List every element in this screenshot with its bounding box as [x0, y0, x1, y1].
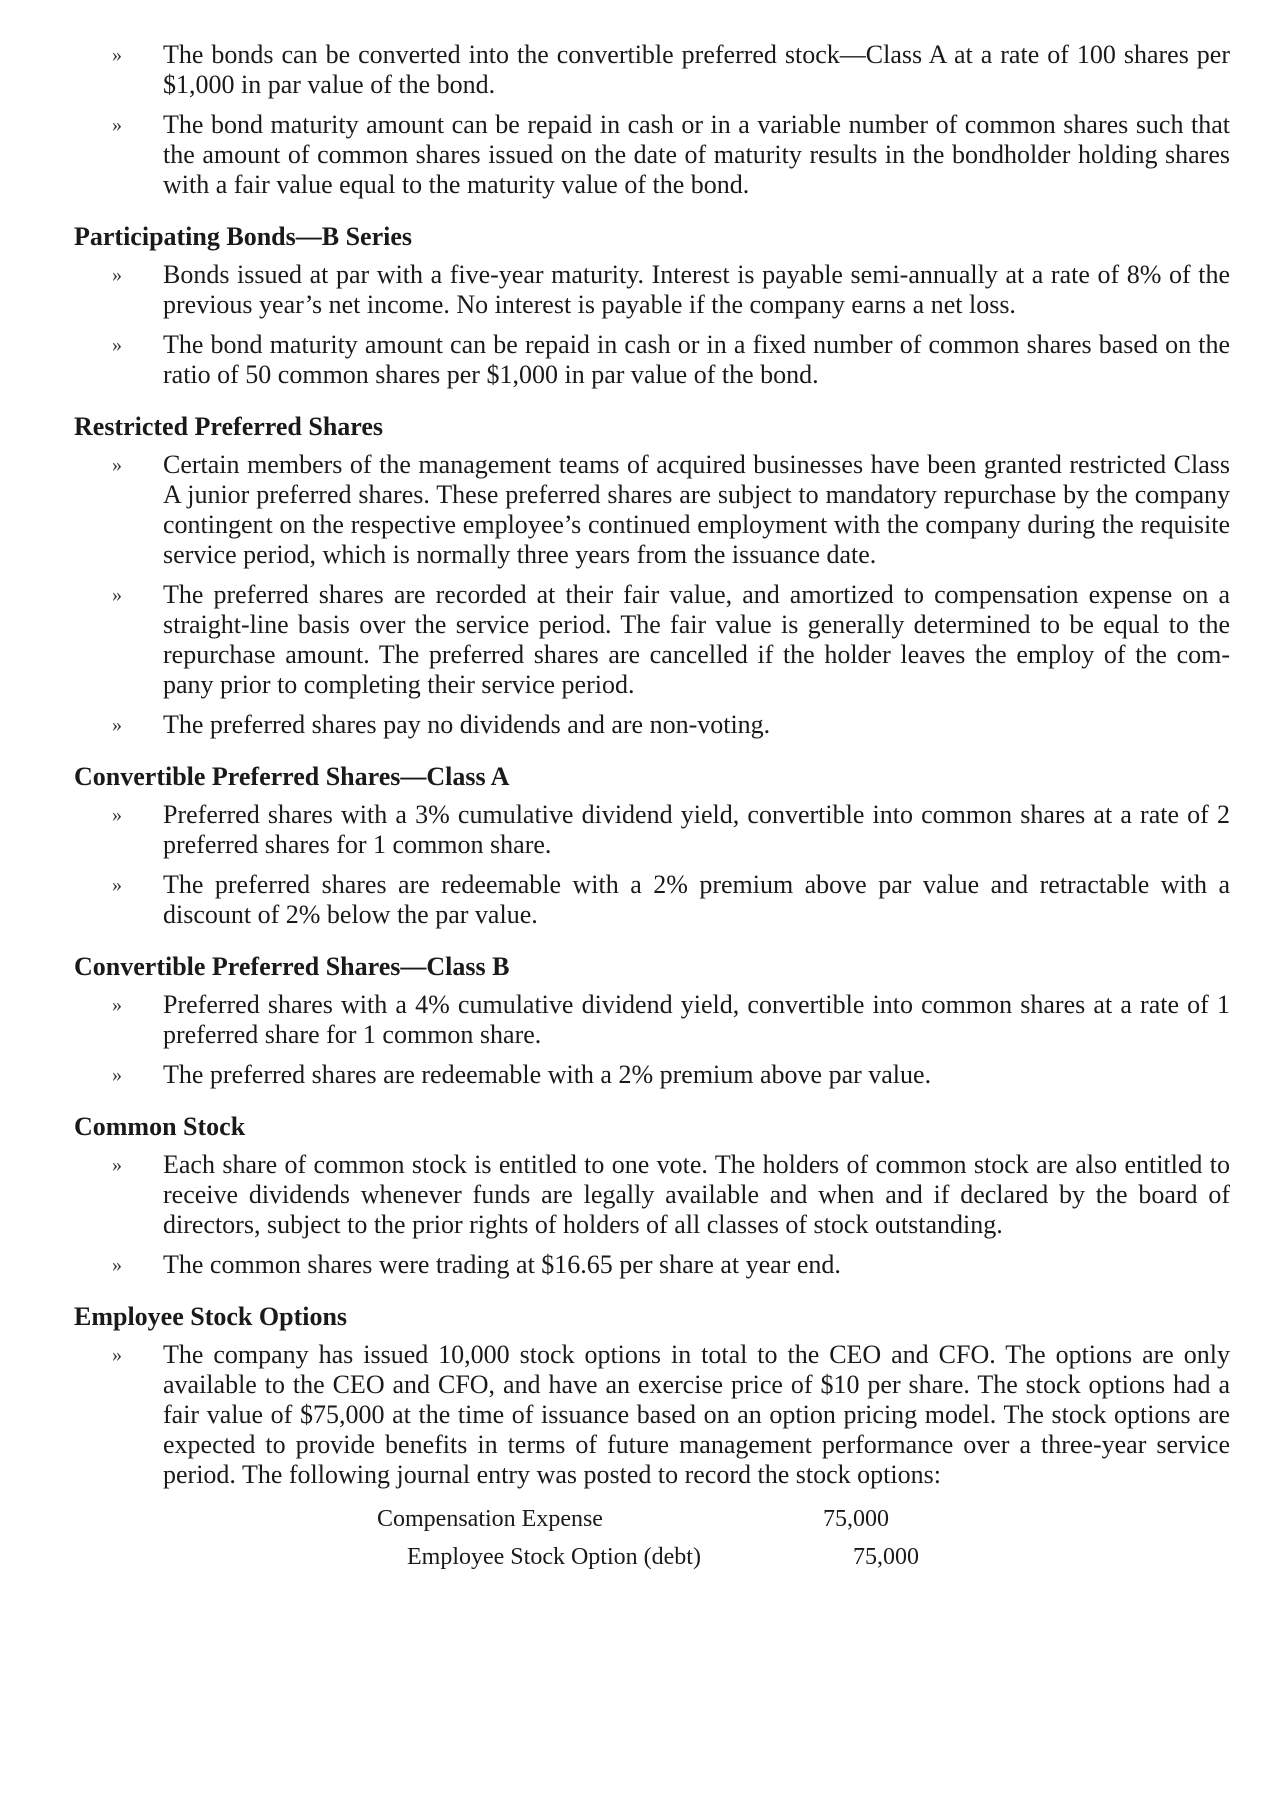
bullet-text: The preferred shares are redeemable with a 2% premium above par value and retractable with a discount of 2% below the par value. [163, 870, 1230, 929]
journal-credit-row [74, 1542, 1230, 1580]
bullet-item [74, 990, 1230, 1050]
bullet-text: The common shares were trading at $16.65 per share at year end. [163, 1250, 841, 1279]
section-heading: Convertible Preferred Shares—Class B [74, 952, 510, 981]
bullet-item [74, 800, 1230, 860]
bullet-mark: » [112, 714, 122, 736]
bullet-text: The bonds can be converted into the convertible preferred stock—Class A at a rate of 100 shares per $1,000 in par value of the bond. [163, 40, 1230, 99]
bullet-mark: » [112, 874, 122, 896]
section-employee-stock-options [74, 1302, 1230, 1490]
section-bond-conversion [74, 40, 1230, 200]
bullet-text: The bond maturity amount can be repaid in cash or in a variable number of common shares such that the amount of common shares issued on the date of maturity results in the bondholder holding shares with a fair value equal to the maturity value of the bond. [163, 110, 1230, 199]
section-heading: Participating Bonds—B Series [74, 222, 413, 251]
bullet-mark: » [112, 1154, 122, 1176]
section-common-stock [74, 1112, 1230, 1280]
bullet-text: Certain members of the management teams of acquired businesses have been granted restricted Class A junior preferred shares. These preferred shares are subject to mandatory repurchase by the company contingent on the respective employee’s continued employment with the company during the requisite service period, which is normally three years from the issuance date. [163, 450, 1230, 569]
bullet-mark: » [112, 334, 122, 356]
bullet-mark: » [112, 114, 122, 136]
bullet-mark: » [112, 1254, 122, 1276]
section-heading: Convertible Preferred Shares—Class A [74, 762, 510, 791]
bullet-mark: » [112, 804, 122, 826]
bullet-item [74, 1150, 1230, 1240]
credit-amount: 75,000 [853, 1544, 919, 1570]
bullet-mark: » [112, 44, 122, 66]
document-page [74, 40, 1230, 1580]
bullet-text: Bonds issued at par with a five-year maturity. Interest is payable semi-annually at a rate of 8% of the previous year’s net income. No interest is payable if the company earns a net loss. [163, 260, 1230, 319]
section-convertible-preferred-b [74, 952, 1230, 1090]
bullet-text: The preferred shares pay no dividends and are non-voting. [163, 710, 771, 739]
bullet-item [74, 1250, 1230, 1280]
bullet-mark: » [112, 1344, 122, 1366]
bullet-mark: » [112, 1064, 122, 1086]
bullet-item [74, 40, 1230, 100]
bullet-item [74, 450, 1230, 570]
bullet-item [74, 870, 1230, 930]
bullet-mark: » [112, 994, 122, 1016]
bullet-item [74, 260, 1230, 320]
debit-account: Compensation Expense [377, 1506, 603, 1532]
bullet-text: Preferred shares with a 4% cumulative dividend yield, convertible into common shares at a rate of 1 preferred share for 1 common share. [163, 990, 1230, 1049]
bullet-text: The preferred shares are redeemable with a 2% premium above par value. [163, 1060, 932, 1089]
journal-entry [74, 1504, 1230, 1580]
bullet-item [74, 330, 1230, 390]
bullet-mark: » [112, 454, 122, 476]
debit-amount: 75,000 [823, 1506, 889, 1532]
bullet-text: The preferred shares are recorded at their fair value, and amortized to compensation expense on a straight-line basis over the service period. The fair value is generally determined to be equal to the repurchase amount. The preferred shares are cancelled if the holder leaves the employ of the com-pany prior to completing their service period. [163, 580, 1230, 699]
bullet-text: Each share of common stock is entitled to one vote. The holders of common stock are also entitled to receive dividends whenever funds are legally available and when and if declared by the board of directors, subject to the prior rights of holders of all classes of stock outstanding. [163, 1150, 1230, 1239]
bullet-item [74, 580, 1230, 700]
bullet-mark: » [112, 264, 122, 286]
bullet-item [74, 1340, 1230, 1490]
bullet-text: Preferred shares with a 3% cumulative dividend yield, convertible into common shares at a rate of 2 preferred shares for 1 common share. [163, 800, 1230, 859]
bullet-mark: » [112, 584, 122, 606]
section-restricted-preferred [74, 412, 1230, 740]
bullet-text: The bond maturity amount can be repaid in cash or in a fixed number of common shares based on the ratio of 50 common shares per $1,000 in par value of the bond. [163, 330, 1230, 389]
bullet-item [74, 110, 1230, 200]
section-heading: Restricted Preferred Shares [74, 412, 384, 441]
section-heading: Common Stock [74, 1112, 246, 1141]
section-heading: Employee Stock Options [74, 1302, 348, 1331]
credit-account: Employee Stock Option (debt) [407, 1544, 701, 1570]
bullet-text: The company has issued 10,000 stock options in total to the CEO and CFO. The options are only available to the CEO and CFO, and have an exercise price of $10 per share. The stock options had a fair value of $75,000 at the time of issuance based on an option pricing model. The stock options are expected to provide benefits in terms of future management performance over a three-year service period. The following journal entry was posted to record the stock options: [163, 1340, 1230, 1489]
section-convertible-preferred-a [74, 762, 1230, 930]
section-participating-bonds [74, 222, 1230, 390]
bullet-item [74, 710, 1230, 740]
bullet-item [74, 1060, 1230, 1090]
journal-debit-row [74, 1504, 1230, 1542]
